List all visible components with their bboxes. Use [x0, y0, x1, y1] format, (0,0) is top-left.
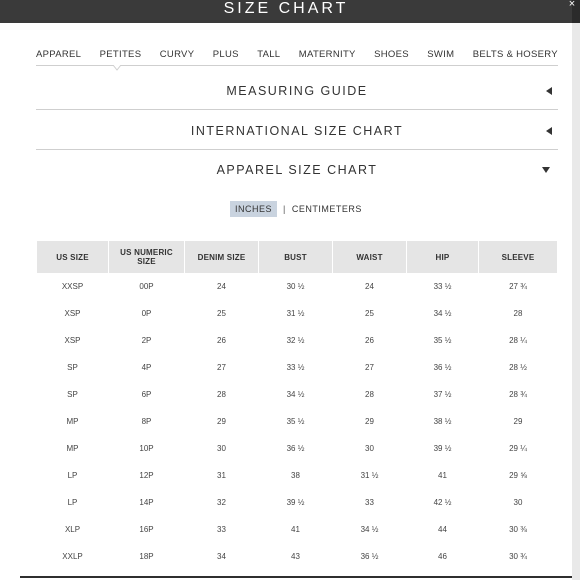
table-cell: 35 ½ — [433, 336, 452, 345]
table-cell: 29 ¼ — [509, 444, 527, 453]
table-cell: XXLP — [62, 552, 83, 561]
table-cell: 33 — [217, 525, 226, 534]
table-cell: 34 ½ — [360, 525, 379, 534]
tab-apparel[interactable]: APPAREL — [36, 48, 82, 60]
tab-tall[interactable]: TALL — [257, 48, 281, 60]
measuring-guide-title: MEASURING GUIDE — [226, 84, 368, 98]
table-cell: 41 — [438, 471, 447, 480]
column-header: BUST — [259, 241, 332, 273]
column-header: SLEEVE — [479, 241, 557, 273]
table-row — [37, 273, 557, 300]
table-cell: 18P — [139, 552, 154, 561]
table-cell: 30 — [365, 444, 374, 453]
table-cell: 33 ½ — [286, 363, 305, 372]
table-cell: 2P — [141, 336, 152, 345]
unit-separator: | — [283, 204, 286, 214]
accordion-apparel-size-chart[interactable] — [36, 163, 558, 203]
table-cell: 25 — [365, 309, 374, 318]
tab-shoes[interactable]: SHOES — [374, 48, 409, 60]
table-cell: 33 ½ — [433, 282, 452, 291]
table-cell: 36 ½ — [360, 552, 379, 561]
table-cell: 34 ½ — [433, 309, 452, 318]
table-cell: 28 — [513, 309, 523, 318]
table-cell: 4P — [141, 363, 152, 372]
table-cell: 35 ½ — [286, 417, 305, 426]
table-cell: 12P — [139, 471, 154, 480]
table-cell: SP — [67, 363, 78, 372]
table-row — [37, 381, 557, 408]
close-icon: × — [568, 0, 576, 10]
scrollbar-track[interactable] — [572, 0, 580, 580]
table-cell: 42 ½ — [433, 498, 452, 507]
table-cell: 38 — [291, 471, 300, 480]
table-cell: 33 — [365, 498, 374, 507]
table-cell: 32 — [217, 498, 226, 507]
table-cell: 27 — [365, 363, 374, 372]
table-cell: 6P — [141, 390, 152, 399]
accordion-divider — [36, 149, 558, 150]
tab-petites[interactable]: PETITES — [99, 48, 142, 60]
table-row — [37, 543, 557, 570]
accordion-measuring-guide[interactable] — [36, 84, 558, 124]
table-cell: 37 ½ — [433, 390, 452, 399]
table-cell: MP — [66, 417, 79, 426]
table-cell: 43 — [291, 552, 300, 561]
table-cell: 28 ½ — [509, 363, 527, 372]
tab-curvy[interactable]: CURVY — [159, 48, 195, 60]
column-header: DENIM SIZE — [185, 241, 258, 273]
table-row — [37, 489, 557, 516]
table-cell: 25 — [217, 309, 226, 318]
table-cell: 00P — [139, 282, 154, 291]
accordion-divider — [36, 109, 558, 110]
unit-toggle — [230, 201, 362, 217]
table-cell: 28 ¾ — [509, 390, 527, 399]
table-cell: LP — [67, 471, 78, 480]
table-cell: LP — [67, 498, 78, 507]
table-row — [37, 327, 557, 354]
caret-left-icon — [546, 87, 552, 95]
table-row — [37, 354, 557, 381]
table-row — [37, 300, 557, 327]
category-tabs — [36, 44, 558, 64]
table-cell: 34 ½ — [286, 390, 305, 399]
close-button[interactable] — [564, 0, 580, 10]
modal-title: SIZE CHART — [223, 0, 349, 17]
table-cell: 36 ½ — [433, 363, 452, 372]
table-cell: 38 ½ — [433, 417, 452, 426]
table-cell: 10P — [139, 444, 154, 453]
table-cell: 26 — [365, 336, 374, 345]
size-chart-header — [0, 0, 572, 23]
table-cell: 16P — [139, 525, 154, 534]
caret-down-icon — [542, 167, 550, 173]
column-header: HIP — [407, 241, 478, 273]
table-cell: 36 ½ — [286, 444, 305, 453]
table-cell: 39 ½ — [433, 444, 452, 453]
table-cell: 24 — [217, 282, 226, 291]
table-cell: XXSP — [61, 282, 84, 291]
table-cell: 31 — [217, 471, 226, 480]
tab-maternity[interactable]: MATERNITY — [298, 48, 356, 60]
table-cell: 31 ½ — [286, 309, 305, 318]
table-cell: 30 ¾ — [509, 552, 527, 561]
active-tab-caret-icon — [113, 65, 121, 71]
table-cell: MP — [66, 444, 79, 453]
column-header: US SIZE — [37, 241, 108, 273]
table-cell: 29 ⅝ — [509, 471, 527, 480]
column-header: WAIST — [333, 241, 406, 273]
table-cell: SP — [67, 390, 78, 399]
table-cell: XSP — [64, 336, 81, 345]
table-cell: XLP — [64, 525, 81, 534]
table-body — [37, 273, 557, 570]
table-cell: 14P — [139, 498, 154, 507]
table-cell: 28 — [217, 390, 226, 399]
table-header-row — [37, 241, 557, 273]
table-row — [37, 408, 557, 435]
table-cell: 34 — [217, 552, 226, 561]
table-cell: 44 — [438, 525, 447, 534]
table-cell: XSP — [64, 309, 81, 318]
tab-plus[interactable]: PLUS — [212, 48, 239, 60]
table-cell: 29 — [365, 417, 374, 426]
table-cell: 32 ½ — [286, 336, 305, 345]
table-cell: 30 ⅜ — [509, 525, 527, 534]
table-cell: 30 ½ — [286, 282, 305, 291]
table-cell: 24 — [365, 282, 374, 291]
table-cell: 41 — [291, 525, 300, 534]
column-header: US NUMERIC SIZE — [109, 241, 184, 273]
table-cell: 28 — [365, 390, 374, 399]
table-cell: 27 — [217, 363, 226, 372]
caret-left-icon — [546, 127, 552, 135]
table-cell: 8P — [141, 417, 152, 426]
table-cell: 0P — [141, 309, 152, 318]
table-cell: 30 — [217, 444, 226, 453]
table-row — [37, 516, 557, 543]
table-cell: 29 — [513, 417, 523, 426]
accordion-international-size-chart[interactable] — [36, 124, 558, 164]
centimeters-toggle[interactable]: CENTIMETERS — [291, 204, 362, 214]
table-row — [37, 462, 557, 489]
table-cell: 28 ¼ — [509, 336, 527, 345]
tab-belts-hosery[interactable]: BELTS & HOSERY — [472, 48, 558, 60]
table-cell: 27 ¾ — [509, 282, 527, 291]
table-cell: 30 — [513, 498, 523, 507]
table-cell: 39 ½ — [286, 498, 305, 507]
apparel-size-chart-title: APPAREL SIZE CHART — [216, 163, 378, 177]
inches-toggle[interactable]: INCHES — [230, 201, 277, 217]
table-cell: 26 — [217, 336, 226, 345]
table-row — [37, 435, 557, 462]
apparel-size-table — [36, 241, 558, 570]
modal-bottom-border — [20, 576, 572, 578]
international-size-chart-title: INTERNATIONAL SIZE CHART — [190, 124, 404, 138]
tab-swim[interactable]: SWIM — [427, 48, 455, 60]
table-cell: 29 — [217, 417, 226, 426]
table-cell: 46 — [438, 552, 447, 561]
table-cell: 31 ½ — [360, 471, 379, 480]
